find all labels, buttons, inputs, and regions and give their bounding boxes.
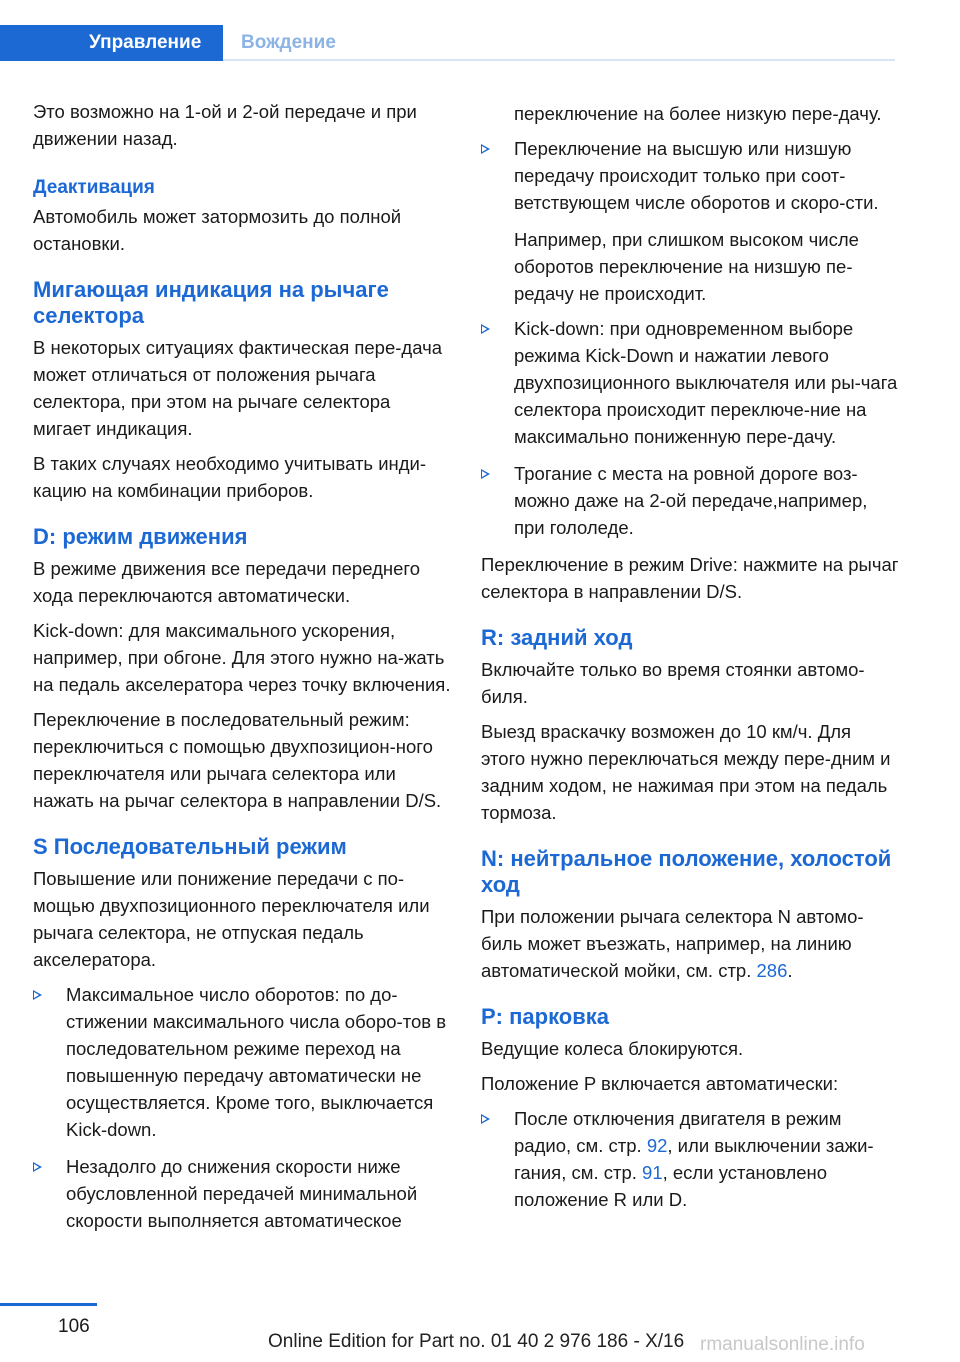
paragraph: Повышение или понижение передачи с по‐мощью двухпозиционного переключателя или рычага селектора, не отпуская педаль акселератора. <box>33 868 430 970</box>
paragraph: Ведущие колеса блокируются. <box>481 1038 744 1059</box>
list-item <box>481 1105 899 1213</box>
page-header <box>0 0 960 64</box>
tab-driving[interactable]: Вождение <box>241 32 336 53</box>
left-column <box>33 98 451 1244</box>
paragraph: Положение P включается автоматически: <box>481 1073 839 1094</box>
paragraph: В некоторых ситуациях фактическая пере‐дача может отличаться от положения рычага селектора, при этом на рычаге селектора мигает индикация. <box>33 337 443 439</box>
triangle-bullet-icon <box>481 469 490 479</box>
paragraph <box>481 903 899 984</box>
bullet-list <box>33 981 451 1234</box>
list-item <box>481 460 899 541</box>
bullet-list <box>481 1105 899 1213</box>
triangle-bullet-icon <box>481 144 490 154</box>
paragraph: Переключение в последовательный режим: переключиться с помощью двухпозицион‐ного переключателя или рычага селектора или нажать на рычаг селектора в направлении D/S. <box>33 709 442 811</box>
page-number: 106 <box>58 1316 90 1337</box>
triangle-bullet-icon <box>33 1162 42 1172</box>
bullet-list <box>481 135 899 216</box>
triangle-bullet-icon <box>481 324 490 334</box>
list-item-text: Трогание с места на ровной дороге воз‐можно даже на 2-ой передаче,например, при гололеде. <box>514 463 868 538</box>
bullet-list <box>481 315 899 541</box>
header-divider <box>223 59 895 61</box>
paragraph-text: При положении рычага селектора N автомо‐биль может въезжать, например, на линию автоматической мойки, см. стр. <box>481 906 864 981</box>
right-column <box>481 100 899 1223</box>
page-link[interactable]: 91 <box>642 1162 663 1183</box>
heading-park: P: парковка <box>481 1004 610 1029</box>
triangle-bullet-icon <box>481 1114 490 1124</box>
watermark: rmanualsonline.info <box>700 1334 865 1355</box>
edition-info: Online Edition for Part no. 01 40 2 976 186 - X/16 <box>268 1331 685 1352</box>
list-item-text: , если установлено положение R или D. <box>514 1162 828 1210</box>
heading-deactivation: Деактивация <box>33 177 155 198</box>
heading-drive-mode: D: режим движения <box>33 524 248 549</box>
list-item <box>481 315 899 450</box>
paragraph: В режиме движения все передачи переднего хода переключаются автоматически. <box>33 558 421 606</box>
paragraph: Переключение в режим Drive: нажмите на рычаг селектора в направлении D/S. <box>481 554 899 602</box>
list-item <box>33 981 451 1143</box>
list-item <box>33 1153 451 1234</box>
heading-reverse: R: задний ход <box>481 625 633 650</box>
tab-controls[interactable]: Управление <box>0 25 223 61</box>
paragraph: Это возможно на 1-ой и 2-ой передаче и при движении назад. <box>33 101 417 149</box>
paragraph: Автомобиль может затормозить до полной остановки. <box>33 206 402 254</box>
list-item-continuation: Например, при слишком высоком числе оборотов переключение на низшую пе‐редачу не происходит. <box>514 229 859 304</box>
list-item-continuation: переключение на более низкую пере‐дачу. <box>514 103 882 124</box>
page-link[interactable]: 286 <box>756 960 788 981</box>
paragraph: Kick-down: для максимального ускорения, например, при обгоне. Для этого нужно на‐жать на педаль акселератора через точку включения. <box>33 620 451 695</box>
paragraph: Выезд враскачку возможен до 10 км/ч. Для этого нужно переключаться между пере‐дним и задним ходом, не нажимая при этом на педаль тормоза. <box>481 721 891 823</box>
list-item <box>481 135 899 216</box>
list-item-text: , или выключении зажи‐гания, см. стр. <box>514 1135 874 1183</box>
paragraph: В таких случаях необходимо учитывать инди‐кацию на комбинации приборов. <box>33 453 427 501</box>
list-item-text: После отключения двигателя в режим радио, см. стр. <box>514 1108 842 1156</box>
list-item-text: Незадолго до снижения скорости ниже обусловленной передачей минимальной скорости выполняется автоматическое <box>66 1156 418 1231</box>
heading-blinking-indicator: Мигающая индикация на рычаге селектора <box>33 277 389 328</box>
triangle-bullet-icon <box>33 990 42 1000</box>
list-item-text: Kick-down: при одновременном выборе режима Kick-Down и нажатии левого двухпозиционного выключателя или ры‐чага селектора происходит переключе‐ние на максимально пониженную пере‐дачу. <box>514 318 898 447</box>
footer-divider <box>0 1303 97 1306</box>
heading-sequential-mode: S Последовательный режим <box>33 834 347 859</box>
paragraph-text: . <box>787 960 793 981</box>
page-link[interactable]: 92 <box>646 1135 668 1156</box>
paragraph: Включайте только во время стоянки автомо‐биля. <box>481 659 865 707</box>
heading-neutral: N: нейтральное положение, холостой ход <box>481 846 892 897</box>
list-item-text: Переключение на высшую или низшую передачу происходит только при соот‐ветствующем числе оборотов и скоро‐сти. <box>514 138 879 213</box>
list-item-text: Максимальное число оборотов: по до‐стижении максимального числа оборо‐тов в последовательном режиме переход на повышенную передачу автоматически не осуществляется. Кроме того, выключается Kick-down. <box>66 984 447 1140</box>
